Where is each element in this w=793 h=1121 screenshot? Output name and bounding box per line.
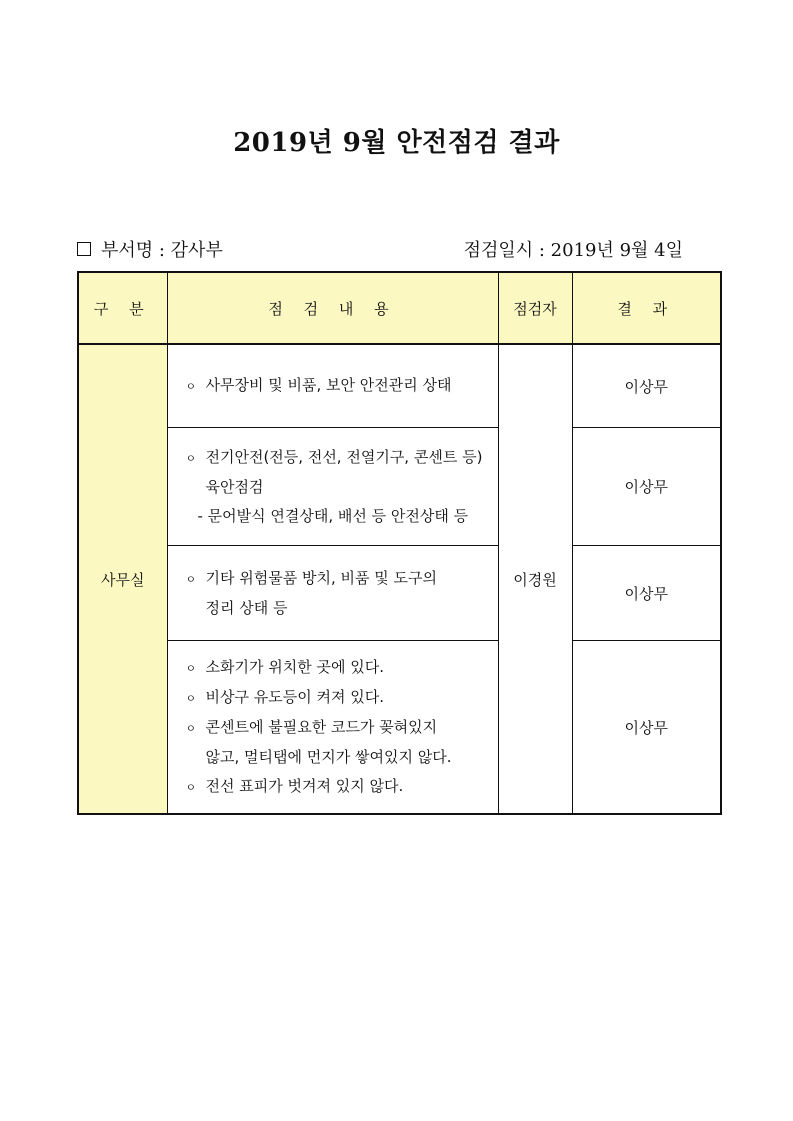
inspection-date: 점검일시 : 2019년 9월 4일 <box>463 240 683 261</box>
content-line: ㅇ 비상구 유도등이 켜져 있다. <box>186 683 488 713</box>
department-label: 부서명 : 감사부 <box>101 240 223 261</box>
table-row <box>78 546 721 641</box>
content-line: ㅇ 소화기가 위치한 곳에 있다. <box>186 653 488 683</box>
table-header-row <box>78 272 721 344</box>
inspection-table <box>77 271 722 815</box>
category-cell: 사무실 <box>78 344 167 814</box>
content-line: 않고, 멀티탭에 먼지가 쌓여있지 않다. <box>205 747 452 766</box>
table-row <box>78 344 721 428</box>
content-line: - 문어발식 연결상태, 배선 등 안전상태 등 <box>197 506 469 525</box>
inspector-cell: 이경원 <box>498 344 572 814</box>
content-line: ㅇ 전기안전(전등, 전선, 전열기구, 콘센트 등) <box>186 443 488 473</box>
content-line: ㅇ 사무장비 및 비품, 보안 안전관리 상태 <box>186 371 488 401</box>
result-cell: 이상무 <box>572 546 721 641</box>
checkbox-square-icon <box>77 242 91 256</box>
content-line: 육안점검 <box>205 477 264 496</box>
header-category: 구 분 <box>78 272 167 344</box>
content-cell <box>167 641 498 815</box>
content-cell <box>167 344 498 428</box>
result-cell: 이상무 <box>572 428 721 546</box>
result-cell: 이상무 <box>572 641 721 815</box>
content-line: 정리 상태 등 <box>205 598 288 617</box>
header-inspector: 점검자 <box>498 272 572 344</box>
content-cell <box>167 546 498 641</box>
content-line: ㅇ 전선 표피가 벗겨져 있지 않다. <box>186 772 488 802</box>
header-result: 결 과 <box>572 272 721 344</box>
header-content: 점 검 내 용 <box>167 272 498 344</box>
table-row <box>78 428 721 546</box>
result-cell: 이상무 <box>572 344 721 428</box>
content-line: ㅇ 기타 위험물품 방치, 비품 및 도구의 <box>186 564 488 594</box>
content-line: ㅇ 콘센트에 불필요한 코드가 꽂혀있지 <box>186 713 488 743</box>
page-title: 2019년 9월 안전점검 결과 <box>233 128 560 158</box>
table-row <box>78 641 721 815</box>
content-cell <box>167 428 498 546</box>
department-info <box>77 236 223 262</box>
